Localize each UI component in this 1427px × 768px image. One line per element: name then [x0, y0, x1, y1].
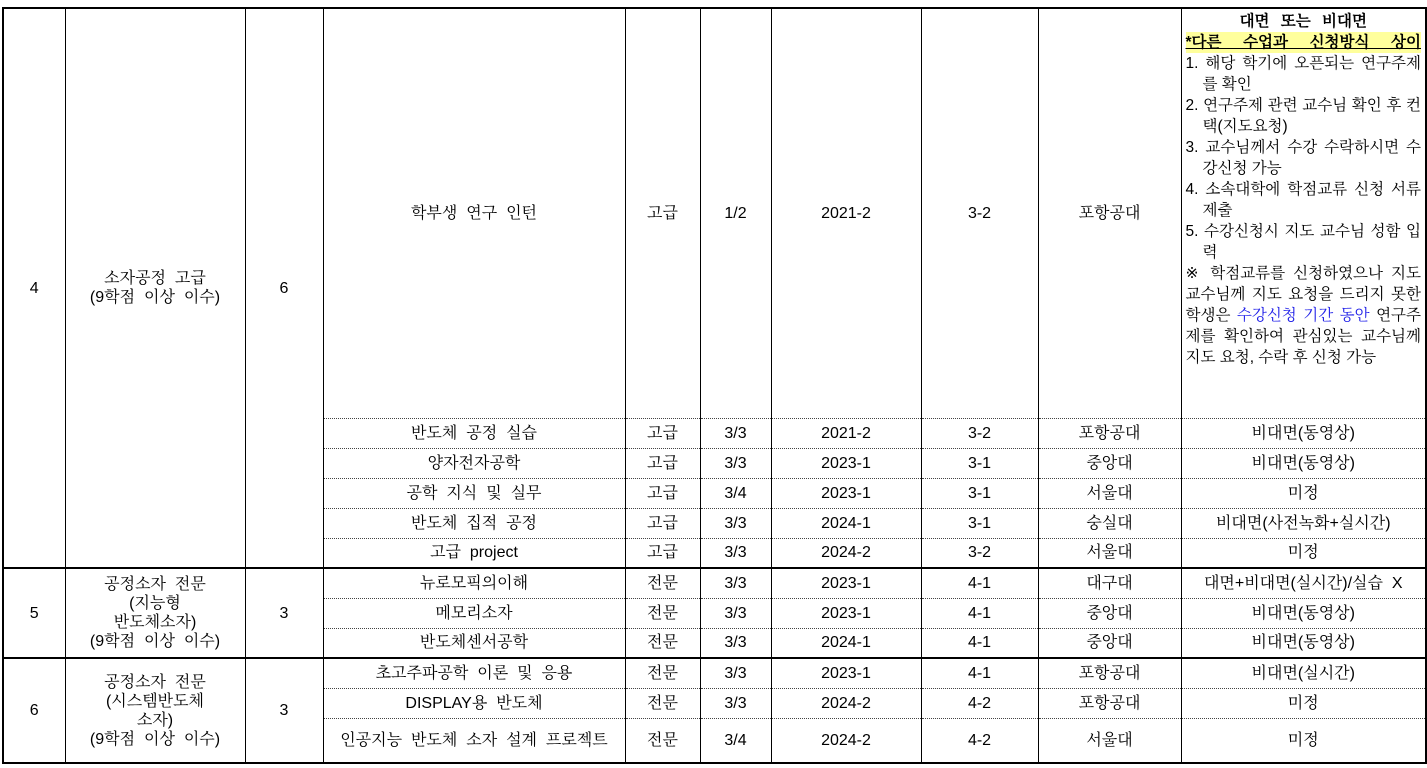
cell-course-name: 반도체 집적 공정	[323, 508, 625, 538]
course-table	[2, 7, 1427, 764]
course-row	[3, 568, 1426, 598]
note-step: 2. 연구주제 관련 교수님 확인 후 컨택(지도요청)	[1185, 97, 1421, 135]
cell-note: 미정	[1181, 718, 1426, 763]
cell-term: 2024-1	[771, 628, 921, 658]
cell-level: 고급	[625, 538, 700, 568]
cell-hours: 1/2	[700, 8, 771, 418]
cell-university: 포항공대	[1038, 8, 1181, 418]
cell-term: 2023-1	[771, 448, 921, 478]
cell-note: 비대면(동영상)	[1181, 418, 1426, 448]
cell-hours: 3/3	[700, 538, 771, 568]
cell-hours: 3/3	[700, 598, 771, 628]
cell-course-name: 반도체센서공학	[323, 628, 625, 658]
cell-group-no: 4	[3, 8, 65, 568]
cell-group-no: 5	[3, 568, 65, 658]
cell-note: 비대면(동영상)	[1181, 448, 1426, 478]
cell-hours: 3/4	[700, 478, 771, 508]
category-line: 공정소자 전문	[104, 673, 206, 691]
note-step: 3. 교수님께서 수강 수락하시면 수강신청 가능	[1185, 139, 1421, 177]
cell-university: 대구대	[1038, 568, 1181, 598]
cell-group-no: 6	[3, 658, 65, 763]
note-step: 1. 해당 학기에 오픈되는 연구주제를 확인	[1185, 55, 1421, 93]
cell-course-name: 인공지능 반도체 소자 설계 프로젝트	[323, 718, 625, 763]
cell-hours: 3/3	[700, 448, 771, 478]
cell-university: 서울대	[1038, 718, 1181, 763]
cell-note: 미정	[1181, 688, 1426, 718]
cell-course-name: 초고주파공학 이론 및 응용	[323, 658, 625, 688]
cell-note: 대면+비대면(실시간)/실습 X	[1181, 568, 1426, 598]
cell-note: 비대면(동영상)	[1181, 628, 1426, 658]
note-step: 5. 수강신청시 지도 교수님 성함 입력	[1185, 223, 1421, 261]
cell-term: 2023-1	[771, 568, 921, 598]
cell-grade: 4-1	[921, 628, 1038, 658]
cell-group-credits: 3	[245, 658, 323, 763]
cell-hours: 3/3	[700, 568, 771, 598]
cell-university: 중앙대	[1038, 598, 1181, 628]
cell-university: 서울대	[1038, 478, 1181, 508]
cell-group-category	[65, 568, 245, 658]
cell-term: 2024-1	[771, 508, 921, 538]
note-remark-blue-text: 수강신청 기간 동안	[1236, 307, 1370, 324]
cell-note: 비대면(동영상)	[1181, 598, 1426, 628]
category-line: (시스템반도체	[105, 692, 205, 710]
cell-grade: 3-1	[921, 478, 1038, 508]
cell-term: 2021-2	[771, 418, 921, 448]
cell-level: 전문	[625, 658, 700, 688]
cell-term: 2024-2	[771, 718, 921, 763]
cell-course-name: 공학 지식 및 실무	[323, 478, 625, 508]
category-line: 반도체소자)	[113, 614, 197, 631]
cell-university: 중앙대	[1038, 628, 1181, 658]
category-line: (9학점 이상 이수)	[89, 289, 221, 306]
cell-term: 2023-1	[771, 478, 921, 508]
cell-term: 2024-2	[771, 688, 921, 718]
cell-note-detail	[1181, 8, 1426, 418]
cell-level: 고급	[625, 478, 700, 508]
cell-note: 비대면(사전녹화+실시간)	[1181, 508, 1426, 538]
note-remark-suffix: 연구주제를 확인하여 관심있는 교수님께 지도 요청, 수락 후 신청 가능	[1185, 307, 1421, 366]
note-step: 4. 소속대학에 학점교류 신청 서류 제출	[1185, 181, 1421, 219]
cell-university: 중앙대	[1038, 448, 1181, 478]
cell-hours: 3/3	[700, 658, 771, 688]
category-line: (9학점 이상 이수)	[89, 730, 221, 748]
cell-course-name: 메모리소자	[323, 598, 625, 628]
category-line: 소자)	[136, 711, 174, 729]
cell-level: 고급	[625, 418, 700, 448]
cell-level: 고급	[625, 448, 700, 478]
category-line: (9학점 이상 이수)	[89, 633, 221, 650]
course-row	[3, 658, 1426, 688]
cell-group-category	[65, 658, 245, 763]
cell-hours: 3/3	[700, 508, 771, 538]
cell-hours: 3/4	[700, 718, 771, 763]
cell-group-category	[65, 8, 245, 568]
cell-grade: 4-2	[921, 718, 1038, 763]
cell-university: 포항공대	[1038, 688, 1181, 718]
category-line: (지능형	[129, 595, 181, 612]
cell-level: 고급	[625, 8, 700, 418]
cell-grade: 3-1	[921, 508, 1038, 538]
cell-level: 고급	[625, 508, 700, 538]
cell-level: 전문	[625, 598, 700, 628]
cell-note: 미정	[1181, 478, 1426, 508]
cell-grade: 3-2	[921, 538, 1038, 568]
cell-hours: 3/3	[700, 628, 771, 658]
cell-grade: 3-2	[921, 418, 1038, 448]
cell-level: 전문	[625, 688, 700, 718]
cell-level: 전문	[625, 568, 700, 598]
cell-grade: 3-1	[921, 448, 1038, 478]
cell-course-name: 양자전자공학	[323, 448, 625, 478]
cell-course-name: 고급 project	[323, 538, 625, 568]
cell-hours: 3/3	[700, 688, 771, 718]
cell-university: 포항공대	[1038, 418, 1181, 448]
course-row	[3, 8, 1426, 418]
cell-level: 전문	[625, 628, 700, 658]
cell-course-name: 뉴로모픽의이해	[323, 568, 625, 598]
cell-grade: 4-2	[921, 688, 1038, 718]
cell-group-credits: 6	[245, 8, 323, 568]
cell-note: 미정	[1181, 538, 1426, 568]
cell-grade: 4-1	[921, 658, 1038, 688]
cell-grade: 4-1	[921, 598, 1038, 628]
cell-grade: 4-1	[921, 568, 1038, 598]
cell-course-name: 반도체 공정 실습	[323, 418, 625, 448]
cell-term: 2023-1	[771, 598, 921, 628]
cell-term: 2024-2	[771, 538, 921, 568]
cell-note: 비대면(실시간)	[1181, 658, 1426, 688]
cell-group-credits: 3	[245, 568, 323, 658]
cell-term: 2023-1	[771, 658, 921, 688]
note-remark-prefix: ※ 학점교류를 신청하였으나 지도교수님께 지도 요청을 드리지 못한 학생은	[1185, 265, 1421, 324]
category-line: 소자공정 고급	[104, 270, 206, 287]
cell-grade: 3-2	[921, 8, 1038, 418]
cell-university: 포항공대	[1038, 658, 1181, 688]
cell-university: 서울대	[1038, 538, 1181, 568]
category-line: 공정소자 전문	[104, 576, 206, 593]
note-subtitle-highlight: *다른 수업과 신청방식 상이	[1185, 34, 1421, 51]
note-remark	[1186, 263, 1422, 368]
cell-course-name: 학부생 연구 인턴	[323, 8, 625, 418]
cell-university: 숭실대	[1038, 508, 1181, 538]
cell-course-name: DISPLAY용 반도체	[323, 688, 625, 718]
cell-hours: 3/3	[700, 418, 771, 448]
cell-term: 2021-2	[771, 8, 921, 418]
note-title: 대면 또는 비대면	[1239, 13, 1367, 30]
cell-level: 전문	[625, 718, 700, 763]
